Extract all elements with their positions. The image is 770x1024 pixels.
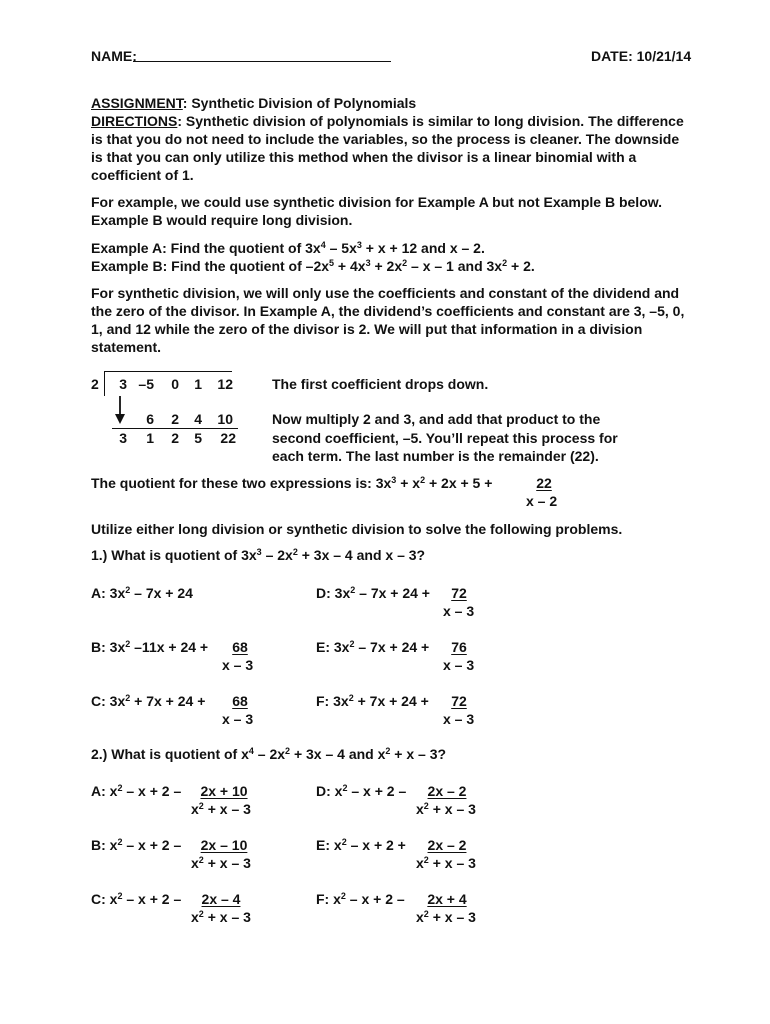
q2-choice-d-denominator: $x^2 + x - 3$ — [416, 801, 476, 817]
q2-choice-c-numerator: 2x – 4 — [201, 891, 241, 907]
q2-choice-f-denominator: $x^2 + x - 3$ — [416, 909, 476, 925]
example-b: Example B: Find the quotient of $-2x^5 + 4x^3 + 2x^2 - x - 1$ and $3x^2 + 2$. — [91, 258, 535, 274]
example-intro-paragraph: For example, we could use synthetic division for Example A but not Example B below. Example B would require long division. — [91, 194, 663, 228]
note-multiply-line1: Now multiply 2 and 3, and add that product to the — [272, 411, 601, 427]
q2-choice-b-numerator: 2x – 10 — [200, 837, 248, 853]
directions-paragraph — [91, 112, 691, 184]
q1-choice-d-numerator: 72 — [451, 585, 467, 601]
q1-choice-f[interactable]: F: $3x^2 + 7x + 24$ + — [316, 693, 429, 709]
bottom-cell: 22 — [220, 430, 236, 446]
q2-choice-e-denominator: $x^2 + x - 3$ — [416, 855, 476, 871]
example-a: Example A: Find the quotient of $3x^4 - 5x^3 + x + 12$ and x – 2. — [91, 240, 485, 256]
assignment-title: : Synthetic Division of Polynomials — [182, 95, 417, 111]
q2-choice-d-numerator: 2x – 2 — [427, 783, 467, 799]
q1-choice-b-denominator: x – 3 — [222, 657, 254, 673]
middle-cell: 4 — [194, 411, 202, 427]
name-label: NAME: — [91, 48, 137, 64]
q2-choice-d[interactable]: D: $x^2 - x + 2$ – — [316, 783, 407, 799]
directions-text: : Synthetic division of polynomials is similar to long division. The difference is that you do not need to include the variables, so the process is cleaner. The downside is that you can only utilize this method when the divisor is a linear binomial with a coefficient of 1. — [91, 113, 684, 183]
q2-choice-e-numerator: 2x – 2 — [427, 837, 467, 853]
bottom-cell: 3 — [119, 430, 127, 446]
drop-down-arrow-icon — [114, 396, 126, 430]
quotient-remainder-numerator: 22 — [536, 475, 552, 491]
q2-choice-f[interactable]: F: $x^2 - x + 2$ – — [316, 891, 405, 907]
date-label: DATE: 10/21/14 — [591, 48, 692, 64]
divisor: 2 — [91, 376, 99, 392]
question-2: 2.) What is quotient of $x^4 - 2x^2 + 3x - 4$ and $x^2 + x - 3$? — [91, 746, 447, 762]
bottom-cell: 5 — [194, 430, 202, 446]
top-cell: 3 — [119, 376, 127, 392]
assignment-heading — [91, 94, 691, 112]
q1-choice-b[interactable]: B: $3x^2$ –11x + 24 + — [91, 639, 209, 655]
q1-choice-e-denominator: x – 3 — [443, 657, 475, 673]
q1-choice-b-numerator: 68 — [232, 639, 248, 655]
q2-choice-a[interactable]: A: $x^2 - x + 2$ – — [91, 783, 182, 799]
instruction: Utilize either long division or synthetic division to solve the following problems. — [91, 521, 623, 537]
note-multiply-line3: each term. The last number is the remainder (22). — [272, 448, 599, 464]
note-multiply-line2: second coefficient, –5. You’ll repeat this process for — [272, 430, 618, 446]
top-cell: –5 — [138, 376, 154, 392]
q1-choice-d-denominator: x – 3 — [443, 603, 475, 619]
q1-choice-a[interactable]: A: $3x^2 - 7x + 24$ — [91, 585, 193, 601]
q1-choice-e[interactable]: E: $3x^2 - 7x + 24$ + — [316, 639, 430, 655]
bottom-cell: 2 — [171, 430, 179, 446]
q1-choice-c-denominator: x – 3 — [222, 711, 254, 727]
question-1: 1.) What is quotient of $3x^3 - 2x^2 + 3x - 4$ and x – 3? — [91, 547, 426, 563]
assignment-label: ASSIGNMENT — [91, 95, 183, 111]
q2-choice-c[interactable]: C: $x^2 - x + 2$ – — [91, 891, 182, 907]
q1-choice-c-numerator: 68 — [232, 693, 248, 709]
middle-cell: 2 — [171, 411, 179, 427]
q2-choice-f-numerator: 2x + 4 — [427, 891, 467, 907]
q2-choice-c-denominator: $x^2 + x - 3$ — [191, 909, 251, 925]
q2-choice-b[interactable]: B: $x^2 - x + 2$ – — [91, 837, 182, 853]
q1-choice-e-numerator: 76 — [451, 639, 467, 655]
top-cell: 12 — [217, 376, 233, 392]
directions-label: DIRECTIONS — [91, 113, 178, 129]
q2-choice-a-numerator: 2x + 10 — [200, 783, 248, 799]
q1-choice-f-denominator: x – 3 — [443, 711, 475, 727]
q2-choice-a-denominator: $x^2 + x - 3$ — [191, 801, 251, 817]
q2-choice-e[interactable]: E: $x^2 - x + 2$ + — [316, 837, 406, 853]
bottom-cell: 1 — [146, 430, 154, 446]
q1-choice-c[interactable]: C: $3x^2 + 7x + 24$ + — [91, 693, 206, 709]
q2-choice-b-denominator: $x^2 + x - 3$ — [191, 855, 251, 871]
top-cell: 1 — [194, 376, 202, 392]
middle-cell: 10 — [217, 411, 233, 427]
note-first-coefficient: The first coefficient drops down. — [272, 376, 489, 392]
top-cell: 0 — [171, 376, 179, 392]
q1-choice-d[interactable]: D: $3x^2 - 7x + 24$ + — [316, 585, 430, 601]
division-bracket-top — [104, 371, 232, 372]
name-blank-line — [133, 61, 391, 62]
quotient-statement: The quotient for these two expressions is: $3x^3 + x^2 + 2x + 5$ + — [91, 475, 493, 491]
synthetic-explanation-paragraph: For synthetic division, we will only use the coefficients and constant of the dividend and the zero of the divisor. In Example A, the dividend’s coefficients and constant are 3, –5, 0, 1, and 12 while the zero of the divisor is 2. We will put that information in a division statement. — [91, 285, 685, 355]
middle-cell: 6 — [146, 411, 154, 427]
quotient-remainder-denominator: x – 2 — [526, 493, 558, 509]
q1-choice-f-numerator: 72 — [451, 693, 467, 709]
